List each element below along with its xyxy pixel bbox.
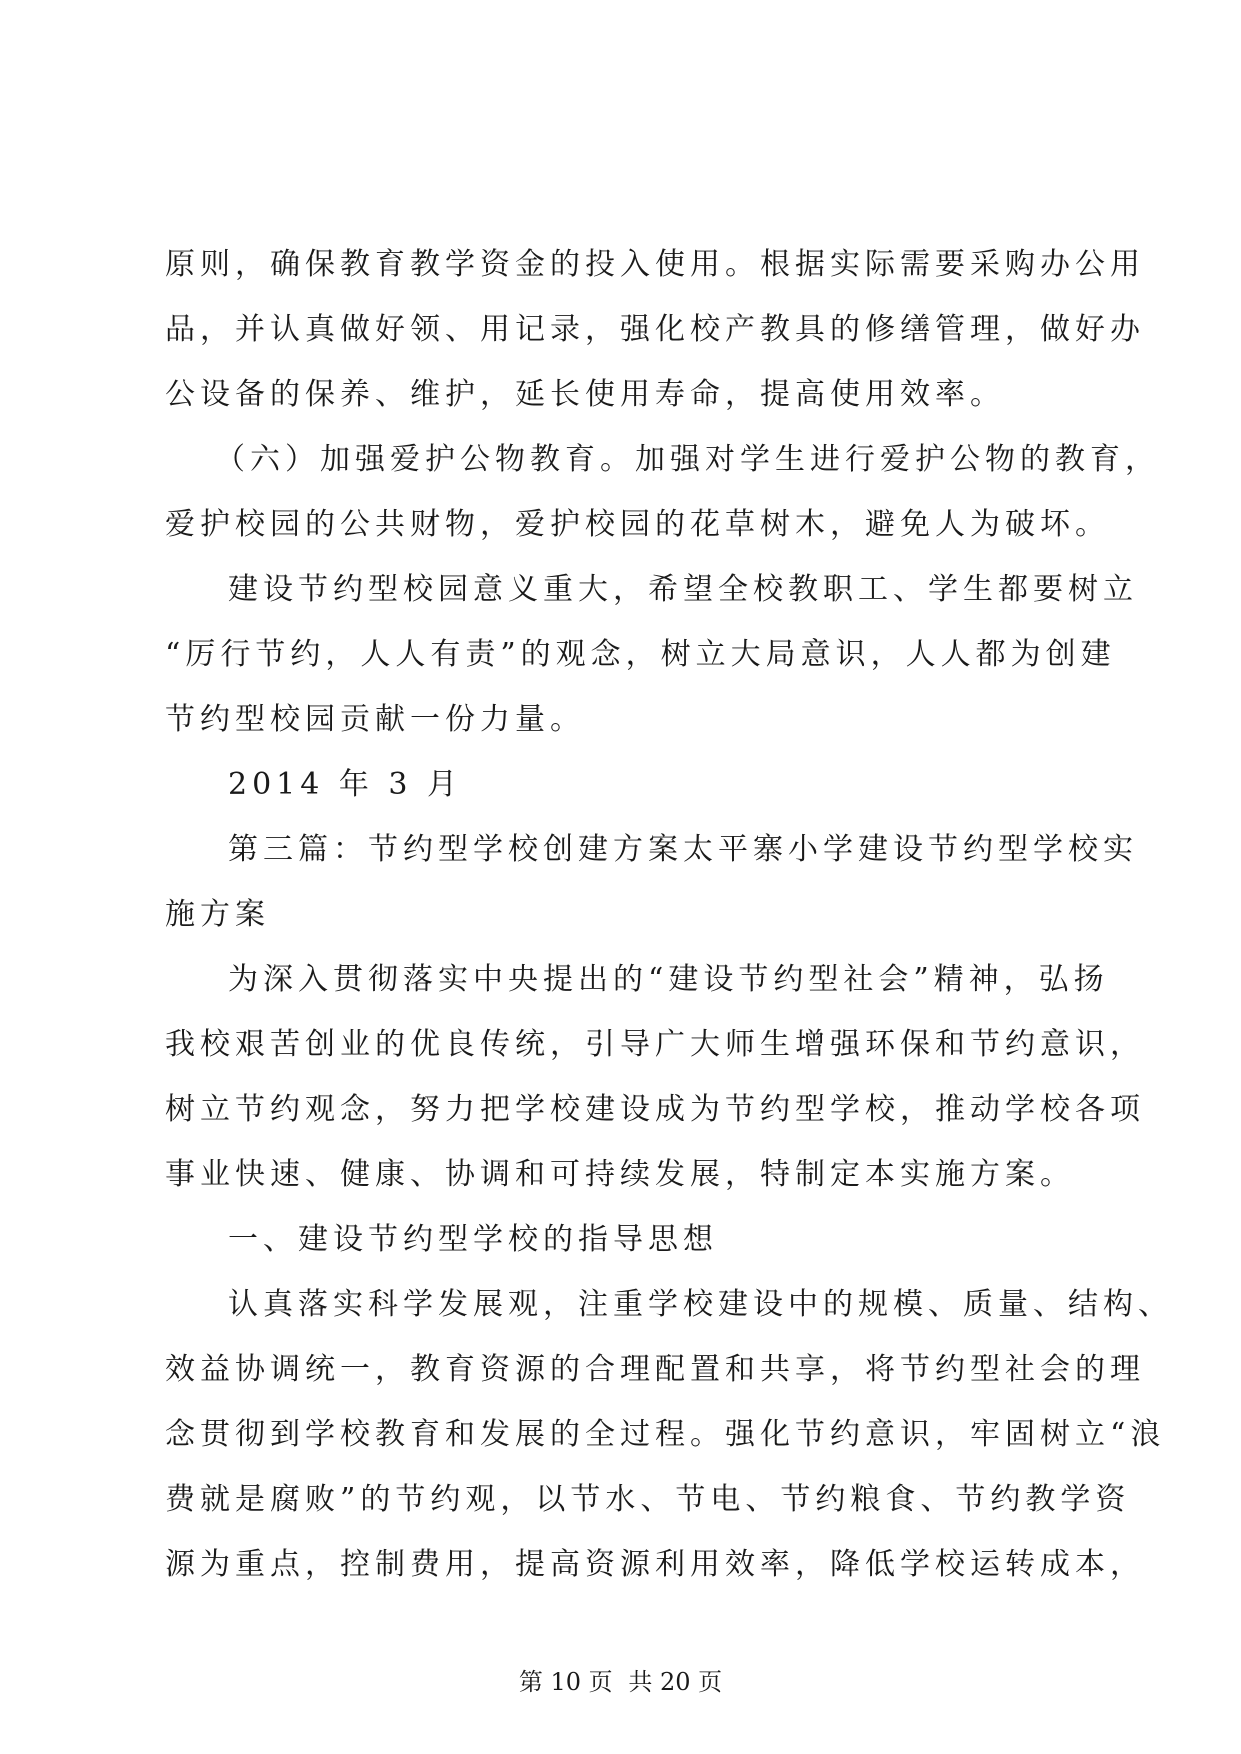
section-title: 施方案 xyxy=(165,897,270,932)
text-line: 认真落实科学发展观，注重学校建设中的规模、质量、结构、 xyxy=(228,1287,1173,1322)
section-title: 第三篇：节约型学校创建方案太平寨小学建设节约型学校实 xyxy=(228,832,1138,867)
text-line: 费就是腐败”的节约观，以节水、节电、节约粮食、节约教学资 xyxy=(165,1482,1131,1517)
date-line: 2014 年 3 月 xyxy=(228,767,463,802)
text-line: 为深入贯彻落实中央提出的“建设节约型社会”精神，弘扬 xyxy=(228,962,1109,997)
text-line: 节约型校园贡献一份力量。 xyxy=(165,702,585,737)
text-line: 公设备的保养、维护，延长使用寿命，提高使用效率。 xyxy=(165,377,1005,412)
document-body xyxy=(165,232,1173,1597)
text-line: 事业快速、健康、协调和可持续发展，特制定本实施方案。 xyxy=(165,1157,1075,1192)
text-line: 源为重点，控制费用，提高资源利用效率，降低学校运转成本， xyxy=(165,1547,1145,1582)
page-footer xyxy=(0,1662,1241,1697)
text-line: （六）加强爱护公物教育。加强对学生进行爱护公物的教育， xyxy=(215,442,1160,477)
text-line: 树立节约观念，努力把学校建设成为节约型学校，推动学校各项 xyxy=(165,1092,1145,1127)
page-number: 第 10 页 xyxy=(518,1668,613,1696)
text-line: 效益协调统一，教育资源的合理配置和共享，将节约型社会的理 xyxy=(165,1352,1145,1387)
text-line: 品，并认真做好领、用记录，强化校产教具的修缮管理，做好办 xyxy=(165,312,1145,347)
text-line: 建设节约型校园意义重大，希望全校教职工、学生都要树立 xyxy=(228,572,1138,607)
text-line: 念贯彻到学校教育和发展的全过程。强化节约意识，牢固树立“浪 xyxy=(165,1417,1166,1452)
text-line: 爱护校园的公共财物，爱护校园的花草树木，避免人为破坏。 xyxy=(165,507,1110,542)
section-heading: 一、建设节约型学校的指导思想 xyxy=(228,1222,718,1257)
page-total: 共 20 页 xyxy=(628,1668,723,1696)
text-line: 原则，确保教育教学资金的投入使用。根据实际需要采购办公用 xyxy=(165,247,1145,282)
text-line: “厉行节约，人人有责”的观念，树立大局意识，人人都为创建 xyxy=(165,637,1116,672)
text-line: 我校艰苦创业的优良传统，引导广大师生增强环保和节约意识， xyxy=(165,1027,1145,1062)
